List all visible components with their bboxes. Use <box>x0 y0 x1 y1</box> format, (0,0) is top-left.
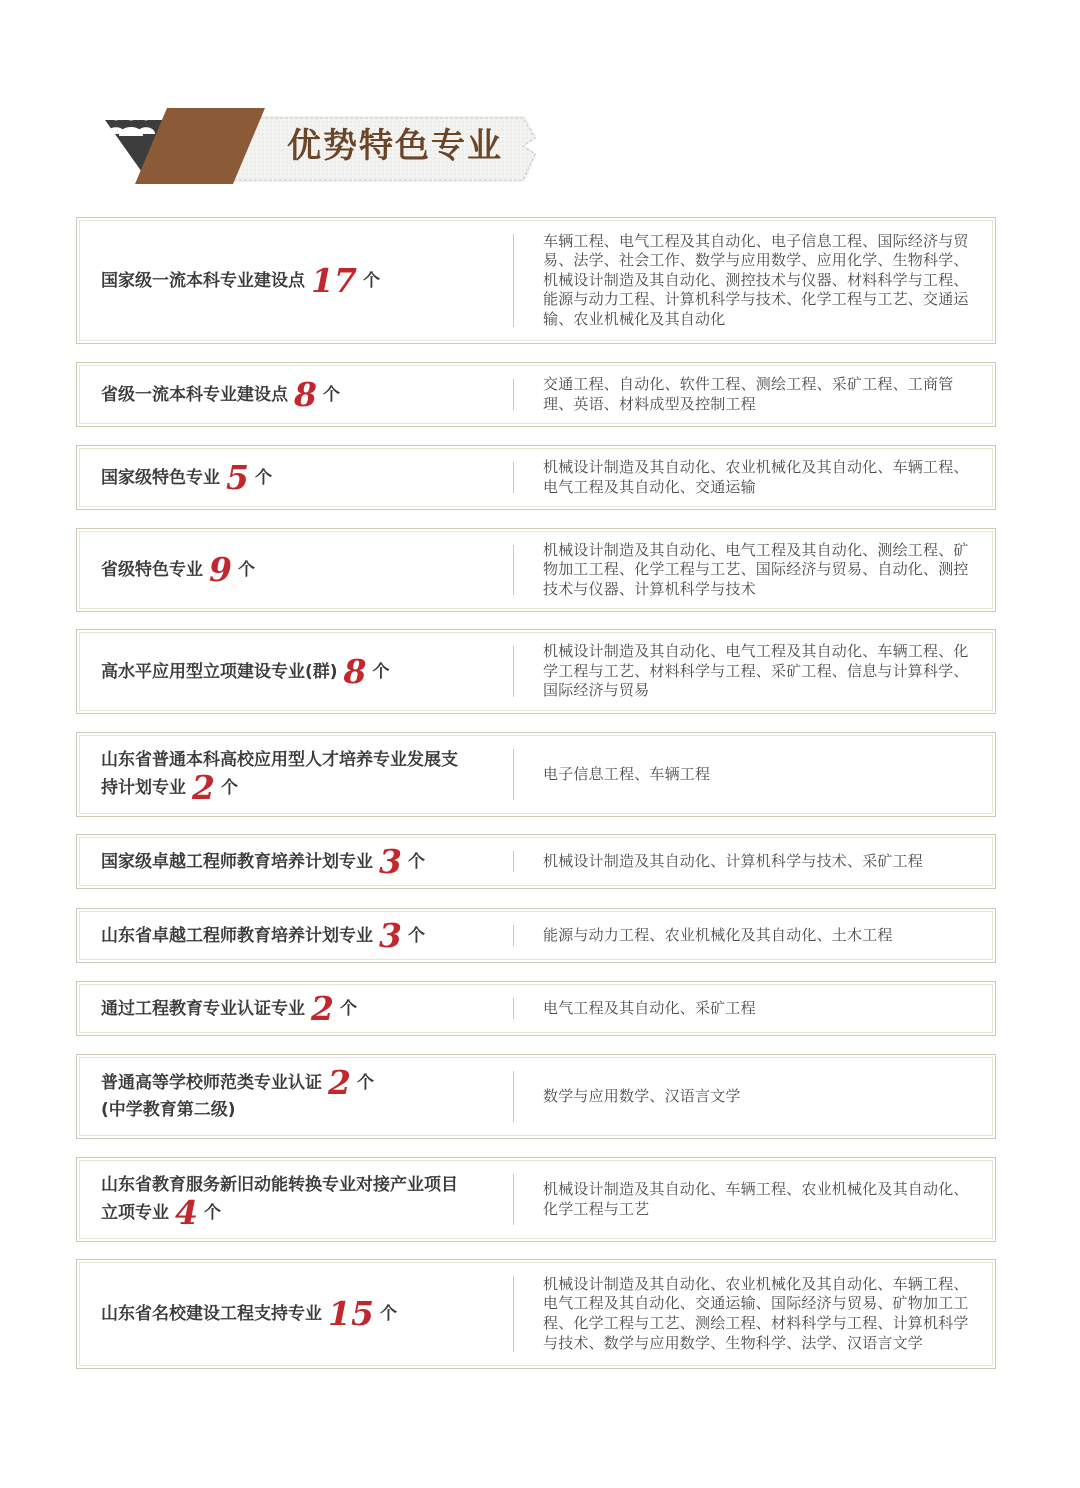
count-unit: 个 <box>203 1203 221 1223</box>
category-count: 5 <box>226 457 249 497</box>
category-count: 15 <box>328 1294 374 1333</box>
row-category <box>101 982 491 1035</box>
section-header <box>105 108 540 184</box>
row-category <box>101 218 491 343</box>
majors-list: 交通工程、自动化、软件工程、测绘工程、采矿工程、工商管理、英语、材料成型及控制工程 <box>543 374 954 413</box>
row-category <box>101 835 491 888</box>
category-count: 2 <box>311 988 334 1028</box>
row-majors <box>543 1260 975 1368</box>
count-unit: 个 <box>237 560 255 580</box>
column-divider <box>513 646 514 697</box>
majors-list: 数学与应用数学、汉语言文学 <box>543 1086 741 1105</box>
table-row <box>76 362 996 427</box>
category-label: 通过工程教育专业认证专业 <box>101 998 305 1019</box>
count-unit: 个 <box>322 384 340 405</box>
category-count: 3 <box>379 915 402 955</box>
count-unit: 个 <box>362 270 380 291</box>
column-divider <box>513 462 514 493</box>
row-majors <box>543 1055 975 1138</box>
table-row <box>76 834 996 889</box>
category-label: 高水平应用型立项建设专业(群) <box>101 661 338 682</box>
count-unit: 个 <box>220 778 238 798</box>
majors-list: 机械设计制造及其自动化、电气工程及其自动化、测绘工程、矿物加工工程、化学工程与工艺、国际经济与贸易、自动化、测控技术与仪器、计算机科学与技术 <box>543 540 969 598</box>
category-label: 山东省教育服务新旧动能转换专业对接产业项目立项专业 <box>101 1175 458 1223</box>
category-label: 山东省名校建设工程支持专业 <box>101 1304 322 1324</box>
category-count: 2 <box>192 768 215 807</box>
majors-list: 车辆工程、电气工程及其自动化、电子信息工程、国际经济与贸易、法学、社会工作、数学与应用数学、应用化学、生物科学、机械设计制造及其自动化、测控技术与仪器、材料科学与工程、能源与动力工程、计算机科学与技术、化学工程与工艺、交通运输、农业机械化及其自动化 <box>543 231 969 328</box>
category-count: 2 <box>328 1063 351 1102</box>
column-divider <box>513 1174 514 1225</box>
table-row <box>76 732 996 817</box>
category-count: 3 <box>379 841 402 881</box>
row-majors <box>543 630 975 713</box>
row-majors <box>543 909 975 962</box>
majors-list: 能源与动力工程、农业机械化及其自动化、土木工程 <box>543 925 893 944</box>
table-row <box>76 217 996 344</box>
row-category <box>101 909 491 962</box>
majors-list: 机械设计制造及其自动化、车辆工程、农业机械化及其自动化、化学工程与工艺 <box>543 1179 969 1218</box>
majors-list: 机械设计制造及其自动化、农业机械化及其自动化、车辆工程、电气工程及其自动化、交通运输 <box>543 457 969 496</box>
row-majors <box>543 363 975 426</box>
count-unit: 个 <box>372 661 390 682</box>
column-divider <box>513 234 514 327</box>
page-title: 优势特色专业 <box>287 126 503 166</box>
column-divider <box>513 1071 514 1122</box>
row-category <box>101 1055 491 1138</box>
category-count: 8 <box>294 374 317 414</box>
table-row <box>76 629 996 714</box>
category-label: 国家级特色专业 <box>101 467 220 488</box>
row-majors <box>543 529 975 611</box>
category-label: 省级特色专业 <box>101 560 203 580</box>
column-divider <box>513 545 514 595</box>
table-row <box>76 445 996 510</box>
row-category <box>101 630 491 713</box>
column-divider <box>513 925 514 946</box>
row-category <box>101 1260 491 1368</box>
majors-list: 电气工程及其自动化、采矿工程 <box>543 998 756 1017</box>
category-label: 国家级一流本科专业建设点 <box>101 270 305 291</box>
table-row <box>76 1259 996 1369</box>
count-unit: 个 <box>407 925 425 946</box>
table-row <box>76 908 996 963</box>
majors-list: 电子信息工程、车辆工程 <box>543 764 711 783</box>
category-count: 17 <box>311 260 357 300</box>
column-divider <box>513 379 514 410</box>
category-label: 普通高等学校师范类专业认证 <box>101 1073 322 1093</box>
category-label-note: (中学教育第二级) <box>101 1100 236 1120</box>
column-divider <box>513 851 514 872</box>
row-category <box>101 446 491 509</box>
count-unit: 个 <box>407 851 425 872</box>
category-label: 山东省卓越工程师教育培养计划专业 <box>101 925 373 946</box>
column-divider <box>513 1276 514 1352</box>
majors-list: 机械设计制造及其自动化、农业机械化及其自动化、车辆工程、电气工程及其自动化、交通运输、国际经济与贸易、矿物加工工程、化学工程与工艺、测绘工程、材料科学与工程、计算机科学与技术、数学与应用数学、生物科学、法学、汉语言文学 <box>543 1274 969 1352</box>
column-divider <box>513 998 514 1019</box>
table-row <box>76 981 996 1036</box>
category-count: 8 <box>343 651 367 691</box>
category-label: 省级一流本科专业建设点 <box>101 384 288 405</box>
people-group-icon <box>105 108 157 138</box>
row-majors <box>543 1158 975 1241</box>
table-row <box>76 528 996 612</box>
row-majors <box>543 733 975 816</box>
row-category <box>101 1158 491 1241</box>
row-majors <box>543 982 975 1035</box>
category-label: 山东省普通本科高校应用型人才培养专业发展支持计划专业 <box>101 750 458 798</box>
row-category <box>101 529 491 611</box>
table-row <box>76 1054 996 1139</box>
category-count: 4 <box>175 1193 198 1232</box>
majors-list: 机械设计制造及其自动化、电气工程及其自动化、车辆工程、化学工程与工艺、材料科学与工程、采矿工程、信息与计算科学、国际经济与贸易 <box>543 642 969 700</box>
category-label: 国家级卓越工程师教育培养计划专业 <box>101 851 373 872</box>
count-unit: 个 <box>339 998 357 1019</box>
row-majors <box>543 218 975 343</box>
row-majors <box>543 446 975 509</box>
row-category <box>101 363 491 426</box>
column-divider <box>513 749 514 800</box>
count-unit: 个 <box>356 1073 374 1093</box>
category-count: 9 <box>209 550 232 589</box>
count-unit: 个 <box>254 467 272 488</box>
row-majors <box>543 835 975 888</box>
majors-list: 机械设计制造及其自动化、计算机科学与技术、采矿工程 <box>543 851 924 870</box>
table-row <box>76 1157 996 1242</box>
row-category <box>101 733 491 816</box>
count-unit: 个 <box>379 1304 397 1324</box>
